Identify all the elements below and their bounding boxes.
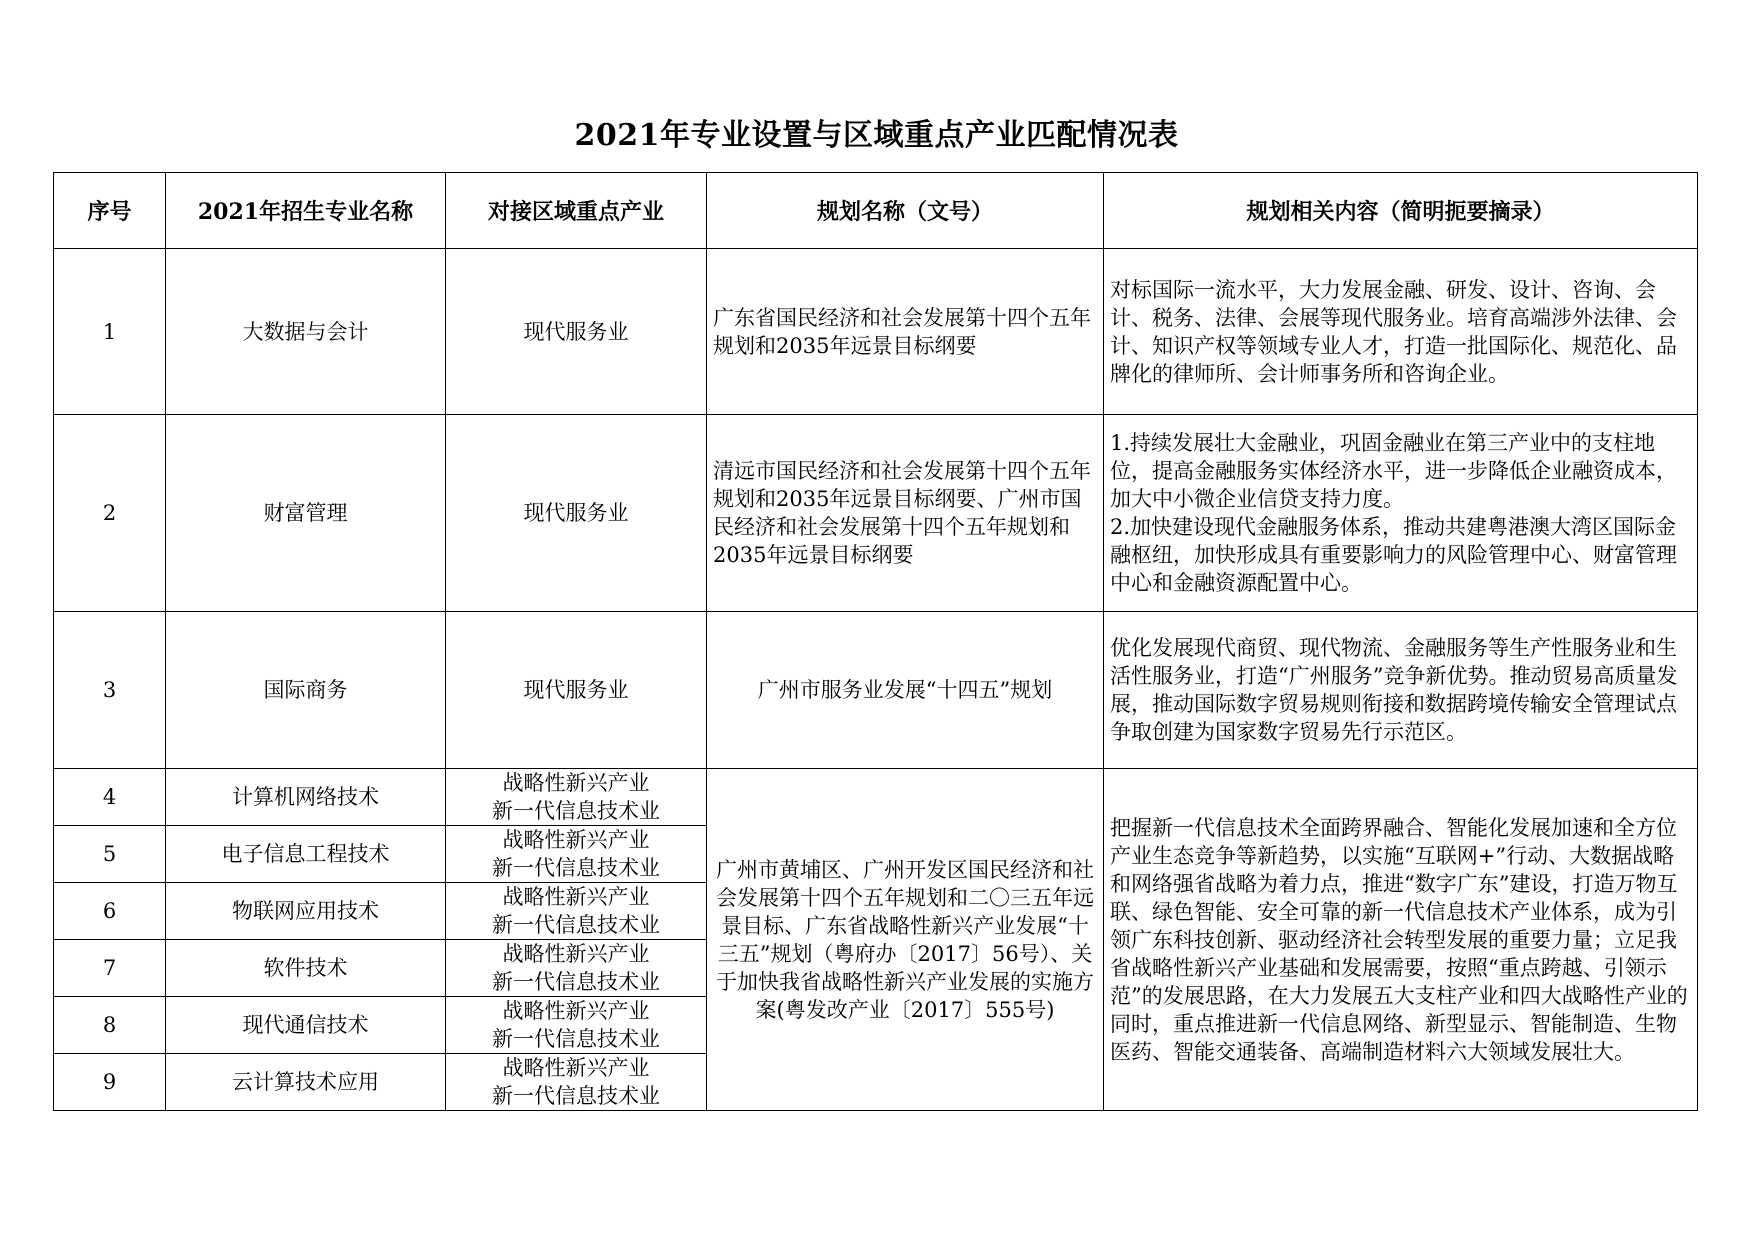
cell-major: 电子信息工程技术	[166, 826, 446, 883]
cell-major: 软件技术	[166, 940, 446, 997]
industry-line: 新一代信息技术业	[492, 1084, 660, 1108]
industry-line: 战略性新兴产业	[502, 1056, 650, 1080]
cell-content: 对标国际一流水平，大力发展金融、研发、设计、咨询、会计、税务、法律、会展等现代服务业。培育高端涉外法律、会计、知识产权等领域专业人才，打造一批国际化、规范化、品牌化的律师所、会计师事务所和咨询企业。	[1104, 249, 1698, 415]
cell-seq: 3	[54, 612, 166, 769]
industry-line: 战略性新兴产业	[502, 828, 650, 852]
cell-seq: 4	[54, 769, 166, 826]
header-industry: 对接区域重点产业	[446, 173, 707, 249]
cell-industry: 现代服务业	[446, 249, 707, 415]
cell-industry	[446, 1054, 707, 1111]
cell-plan: 广州市服务业发展“十四五”规划	[707, 612, 1104, 769]
header-content: 规划相关内容（简明扼要摘录）	[1104, 173, 1698, 249]
industry-line: 新一代信息技术业	[492, 1027, 660, 1051]
industry-line: 战略性新兴产业	[502, 771, 650, 795]
industry-line: 战略性新兴产业	[502, 885, 650, 909]
cell-seq: 9	[54, 1054, 166, 1111]
cell-major: 国际商务	[166, 612, 446, 769]
table-row	[54, 249, 1698, 415]
cell-seq: 5	[54, 826, 166, 883]
cell-major: 物联网应用技术	[166, 883, 446, 940]
industry-line: 新一代信息技术业	[492, 913, 660, 937]
header-major: 2021年招生专业名称	[166, 173, 446, 249]
header-plan: 规划名称（文号）	[707, 173, 1104, 249]
industry-line: 战略性新兴产业	[502, 999, 650, 1023]
cell-major: 现代通信技术	[166, 997, 446, 1054]
cell-industry	[446, 997, 707, 1054]
cell-industry	[446, 769, 707, 826]
cell-industry	[446, 940, 707, 997]
industry-line: 新一代信息技术业	[492, 799, 660, 823]
cell-plan: 清远市国民经济和社会发展第十四个五年规划和2035年远景目标纲要、广州市国民经济和社会发展第十四个五年规划和2035年远景目标纲要	[707, 415, 1104, 612]
content-paragraph: 2.加快建设现代金融服务体系，推动共建粤港澳大湾区国际金融枢纽，加快形成具有重要影响力的风险管理中心、财富管理中心和金融资源配置中心。	[1110, 515, 1677, 595]
header-seq: 序号	[54, 173, 166, 249]
cell-industry	[446, 883, 707, 940]
cell-seq: 1	[54, 249, 166, 415]
cell-major: 财富管理	[166, 415, 446, 612]
cell-major: 云计算技术应用	[166, 1054, 446, 1111]
cell-major: 计算机网络技术	[166, 769, 446, 826]
industry-line: 新一代信息技术业	[492, 970, 660, 994]
cell-content: 优化发展现代商贸、现代物流、金融服务等生产性服务业和生活性服务业，打造“广州服务”竞争新优势。推动贸易高质量发展，推动国际数字贸易规则衔接和数据跨境传输安全管理试点争取创建为国家数字贸易先行示范区。	[1104, 612, 1698, 769]
document-title: 2021年专业设置与区域重点产业匹配情况表	[574, 118, 1179, 153]
cell-seq: 8	[54, 997, 166, 1054]
table-header-row	[54, 173, 1698, 249]
cell-industry: 现代服务业	[446, 612, 707, 769]
cell-content-group: 把握新一代信息技术全面跨界融合、智能化发展加速和全方位产业生态竞争等新趋势，以实施“互联网+”行动、大数据战略和网络强省战略为着力点，推进“数字广东”建设，打造万物互联、绿色智能、安全可靠的新一代信息技术产业体系，成为引领广东科技创新、驱动经济社会转型发展的重要力量；立足我省战略性新兴产业基础和发展需要，按照“重点跨越、引领示范”的发展思路，在大力发展五大支柱产业和四大战略性产业的同时，重点推进新一代信息网络、新型显示、智能制造、生物医药、智能交通装备、高端制造材料六大领域发展壮大。	[1104, 769, 1698, 1111]
table-row	[54, 415, 1698, 612]
industry-line: 战略性新兴产业	[502, 942, 650, 966]
table-row	[54, 612, 1698, 769]
table-row	[54, 769, 1698, 826]
matching-table	[53, 172, 1698, 1111]
cell-industry	[446, 826, 707, 883]
cell-industry: 现代服务业	[446, 415, 707, 612]
cell-content	[1104, 415, 1698, 612]
cell-plan: 广东省国民经济和社会发展第十四个五年规划和2035年远景目标纲要	[707, 249, 1104, 415]
cell-major: 大数据与会计	[166, 249, 446, 415]
cell-plan-group: 广州市黄埔区、广州开发区国民经济和社会发展第十四个五年规划和二〇三五年远景目标、广东省战略性新兴产业发展“十三五”规划（粤府办〔2017〕56号）、关于加快我省战略性新兴产业发展的实施方案(粤发改产业〔2017〕555号)	[707, 769, 1104, 1111]
content-paragraph: 1.持续发展壮大金融业，巩固金融业在第三产业中的支柱地位，提高金融服务实体经济水平，进一步降低企业融资成本，加大中小微企业信贷支持力度。	[1110, 431, 1677, 511]
cell-seq: 7	[54, 940, 166, 997]
cell-seq: 2	[54, 415, 166, 612]
industry-line: 新一代信息技术业	[492, 856, 660, 880]
cell-seq: 6	[54, 883, 166, 940]
